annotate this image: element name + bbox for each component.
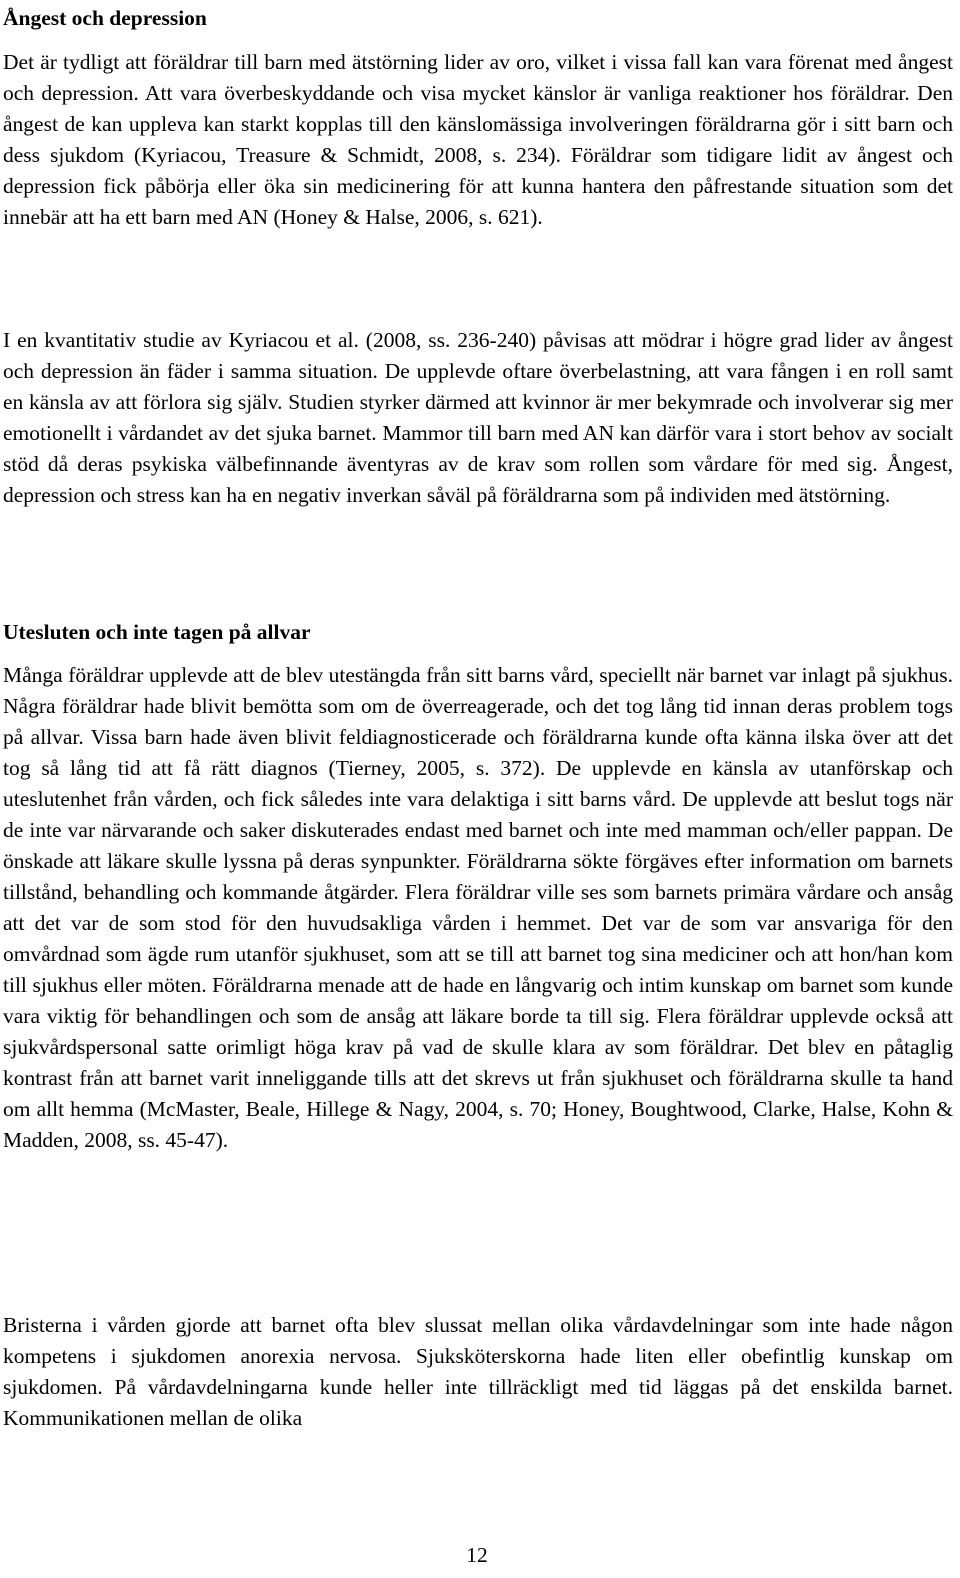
paragraph-angest-1: Det är tydligt att föräldrar till barn med ätstörning lider av oro, vilket i vissa fall kan vara förenat med ångest och depression. Att vara överbeskyddande och visa mycket känslor är vanliga reaktioner hos föräldrar. Den ångest de kan uppleva kan starkt kopplas till den känslomässiga involveringen föräldrarna gör i sitt barn och dess sjukdom (Kyriacou, Treasure & Schmidt, 2008, s. 234). Föräldrar som tidigare lidit av ångest och depression fick påbörja eller öka sin medicinering för att kunna hantera den påfrestande situation som det innebär att ha ett barn med AN (Honey & Halse, 2006, s. 621).	[3, 50, 953, 229]
section-heading-utesluten: Utesluten och inte tagen på allvar	[3, 620, 311, 644]
paragraph-utesluten-1: Många föräldrar upplevde att de blev utestängda från sitt barns vård, speciellt när barnet var inlagt på sjukhus. Några föräldrar hade blivit bemötta som om de överreagerade, och det tog lång tid innan deras problem togs på allvar. Vissa barn hade även blivit feldiagnosticerade och föräldrarna kunde ofta känna ilska över att det tog så lång tid att få rätt diagnos (Tierney, 2005, s. 372). De upplevde en känsla av utanförskap och uteslutenhet från vården, och fick således inte vara delaktiga i sitt barns vård. De upplevde att beslut togs när de inte var närvarande och saker diskuterades endast med barnet och inte med mamman och/eller pappan. De önskade att läkare skulle lyssna på deras synpunkter. Föräldrarna sökte förgäves efter information om barnets tillstånd, behandling och kommande åtgärder. Flera föräldrar ville ses som barnets primära vårdare och ansåg att det var de som stod för den huvudsakliga vården i hemmet. Det var de som var ansvariga för den omvårdnad som ägde rum utanför sjukhuset, som att se till att barnet tog sina mediciner och att hon/han kom till sjukhus eller möten. Föräldrarna menade att de hade en långvarig och intim kunskap om barnet som kunde vara viktig för behandlingen och som de ansåg att läkare borde ta till sig. Flera föräldrar upplevde också att sjukvårdspersonal satte orimligt höga krav på vad de skulle klara av som föräldrar. Det blev en påtaglig kontrast från att barnet varit inneliggande tills att det skrevs ut från sjukhuset och föräldrarna skulle ta hand om allt hemma (McMaster, Beale, Hillege & Nagy, 2004, s. 70; Honey, Boughtwood, Clarke, Halse, Kohn & Madden, 2008, ss. 45-47).	[3, 663, 953, 1152]
paragraph-angest-2: I en kvantitativ studie av Kyriacou et al. (2008, ss. 236-240) påvisas att mödrar i högre grad lider av ångest och depression än fäder i samma situation. De upplevde oftare överbelastning, att vara fången i en roll samt en känsla av att förlora sig själv. Studien styrker därmed att kvinnor är mer bekymrade och involverar sig mer emotionellt i vårdandet av det sjuka barnet. Mammor till barn med AN kan därför vara i stort behov av socialt stöd då deras psykiska välbefinnande äventyras av de krav som rollen som vårdare för med sig. Ångest, depression och stress kan ha en negativ inverkan såväl på föräldrarna som på individen med ätstörning.	[3, 328, 953, 507]
section-heading-angest: Ångest och depression	[3, 6, 207, 30]
paragraph-utesluten-2: Bristerna i vården gjorde att barnet ofta blev slussat mellan olika vårdavdelningar som inte hade någon kompetens i sjukdomen anorexia nervosa. Sjuksköterskorna hade liten eller obefintlig kunskap om sjukdomen. På vårdavdelningarna kunde heller inte tillräckligt med tid läggas på det enskilda barnet. Kommunikationen mellan de olika	[3, 1313, 953, 1430]
page-number: 12	[466, 1543, 488, 1567]
